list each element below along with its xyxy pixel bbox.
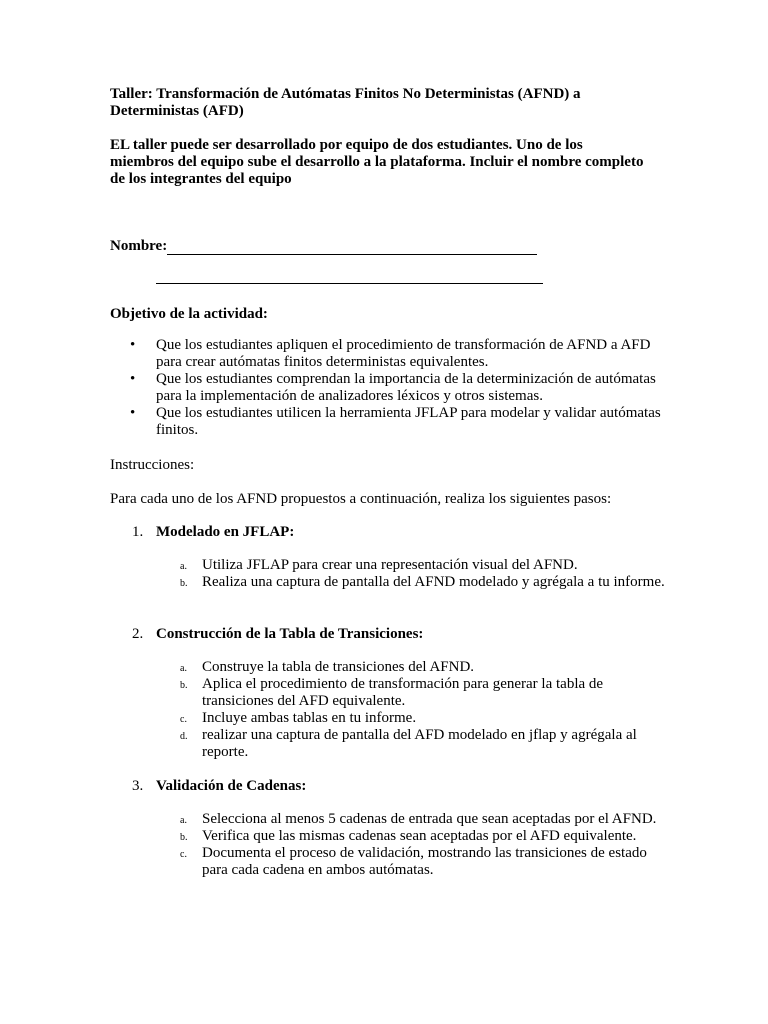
item-text: Incluye ambas tablas en tu informe. xyxy=(202,710,417,726)
step-item xyxy=(110,676,670,710)
objective-text: Que los estudiantes utilicen la herramienta JFLAP para modelar y validar autómatas finitos. xyxy=(156,405,661,438)
step-title xyxy=(110,626,670,643)
step-item xyxy=(110,811,670,828)
step-item xyxy=(110,659,670,676)
item-letter: b. xyxy=(180,578,188,589)
step-items xyxy=(110,811,670,879)
item-text: realizar una captura de pantalla del AFD modelado en jflap y agrégala al reporte. xyxy=(202,727,637,760)
step-2 xyxy=(110,626,670,761)
objective-text: Que los estudiantes comprendan la importancia de la determinización de autómatas para la implementación de analizadores léxicos y otros sistemas. xyxy=(156,371,656,404)
objective-section xyxy=(110,306,670,439)
item-text: Construye la tabla de transiciones del AFND. xyxy=(202,659,475,675)
item-letter: a. xyxy=(180,663,187,674)
objective-item xyxy=(110,371,670,405)
step-number: 1. xyxy=(132,524,144,540)
step-3 xyxy=(110,778,670,879)
item-text: Verifica que las mismas cadenas sean aceptadas por el AFD equivalente. xyxy=(202,828,637,844)
step-item xyxy=(110,727,670,761)
item-letter: b. xyxy=(180,680,188,691)
bullet-glyph: • xyxy=(130,371,136,387)
bullet-glyph: • xyxy=(130,405,136,421)
intro-paragraph: EL taller puede ser desarrollado por equipo de dos estudiantes. Uno de los miembros del equipo sube el desarrollo a la plataforma. Incluir el nombre completo de los integrantes del equipo xyxy=(110,137,644,187)
step-title-text: Construcción de la Tabla de Transiciones: xyxy=(156,626,424,642)
item-letter: d. xyxy=(180,731,188,742)
nombre-label: Nombre: xyxy=(110,238,168,254)
instructions-heading: Instrucciones: xyxy=(110,457,195,473)
second-name-line xyxy=(156,269,543,284)
item-text: Utiliza JFLAP para crear una representación visual del AFND. xyxy=(202,557,578,573)
document-header xyxy=(110,86,650,188)
step-item xyxy=(110,828,670,845)
step-title xyxy=(110,778,670,795)
objective-item xyxy=(110,337,670,371)
document-title: Taller: Transformación de Autómatas Finitos No Deterministas (AFND) a Deterministas (AFD) xyxy=(110,86,581,119)
item-letter: c. xyxy=(180,714,187,725)
objective-item xyxy=(110,405,670,439)
nombre-input-line xyxy=(167,240,537,255)
instructions-text: Para cada uno de los AFND propuestos a continuación, realiza los siguientes pasos: xyxy=(110,491,612,507)
item-letter: a. xyxy=(180,561,187,572)
item-letter: b. xyxy=(180,832,188,843)
step-title xyxy=(110,524,670,541)
item-letter: c. xyxy=(180,849,187,860)
objective-list xyxy=(110,337,670,439)
item-text: Realiza una captura de pantalla del AFND modelado y agrégala a tu informe. xyxy=(202,574,665,590)
item-text: Documenta el proceso de validación, mostrando las transiciones de estado para cada cadena en ambos autómatas. xyxy=(202,845,647,878)
item-letter: a. xyxy=(180,815,187,826)
step-items xyxy=(110,659,670,761)
item-text: Selecciona al menos 5 cadenas de entrada que sean aceptadas por el AFND. xyxy=(202,811,657,827)
objective-text: Que los estudiantes apliquen el procedimiento de transformación de AFND a AFD para crear autómatas finitos deterministas equivalentes. xyxy=(156,337,651,370)
bullet-glyph: • xyxy=(130,337,136,353)
step-item xyxy=(110,574,670,591)
step-items xyxy=(110,557,670,591)
item-text: Aplica el procedimiento de transformación para generar la tabla de transiciones del AFD equivalente. xyxy=(202,676,604,709)
step-number: 2. xyxy=(132,626,144,642)
nombre-row xyxy=(110,238,537,255)
step-1 xyxy=(110,524,670,591)
step-title-text: Modelado en JFLAP: xyxy=(156,524,295,540)
step-item xyxy=(110,845,670,879)
step-item xyxy=(110,557,670,574)
step-item xyxy=(110,710,670,727)
step-title-text: Validación de Cadenas: xyxy=(156,778,307,794)
objective-heading: Objetivo de la actividad: xyxy=(110,306,268,322)
step-number: 3. xyxy=(132,778,144,794)
